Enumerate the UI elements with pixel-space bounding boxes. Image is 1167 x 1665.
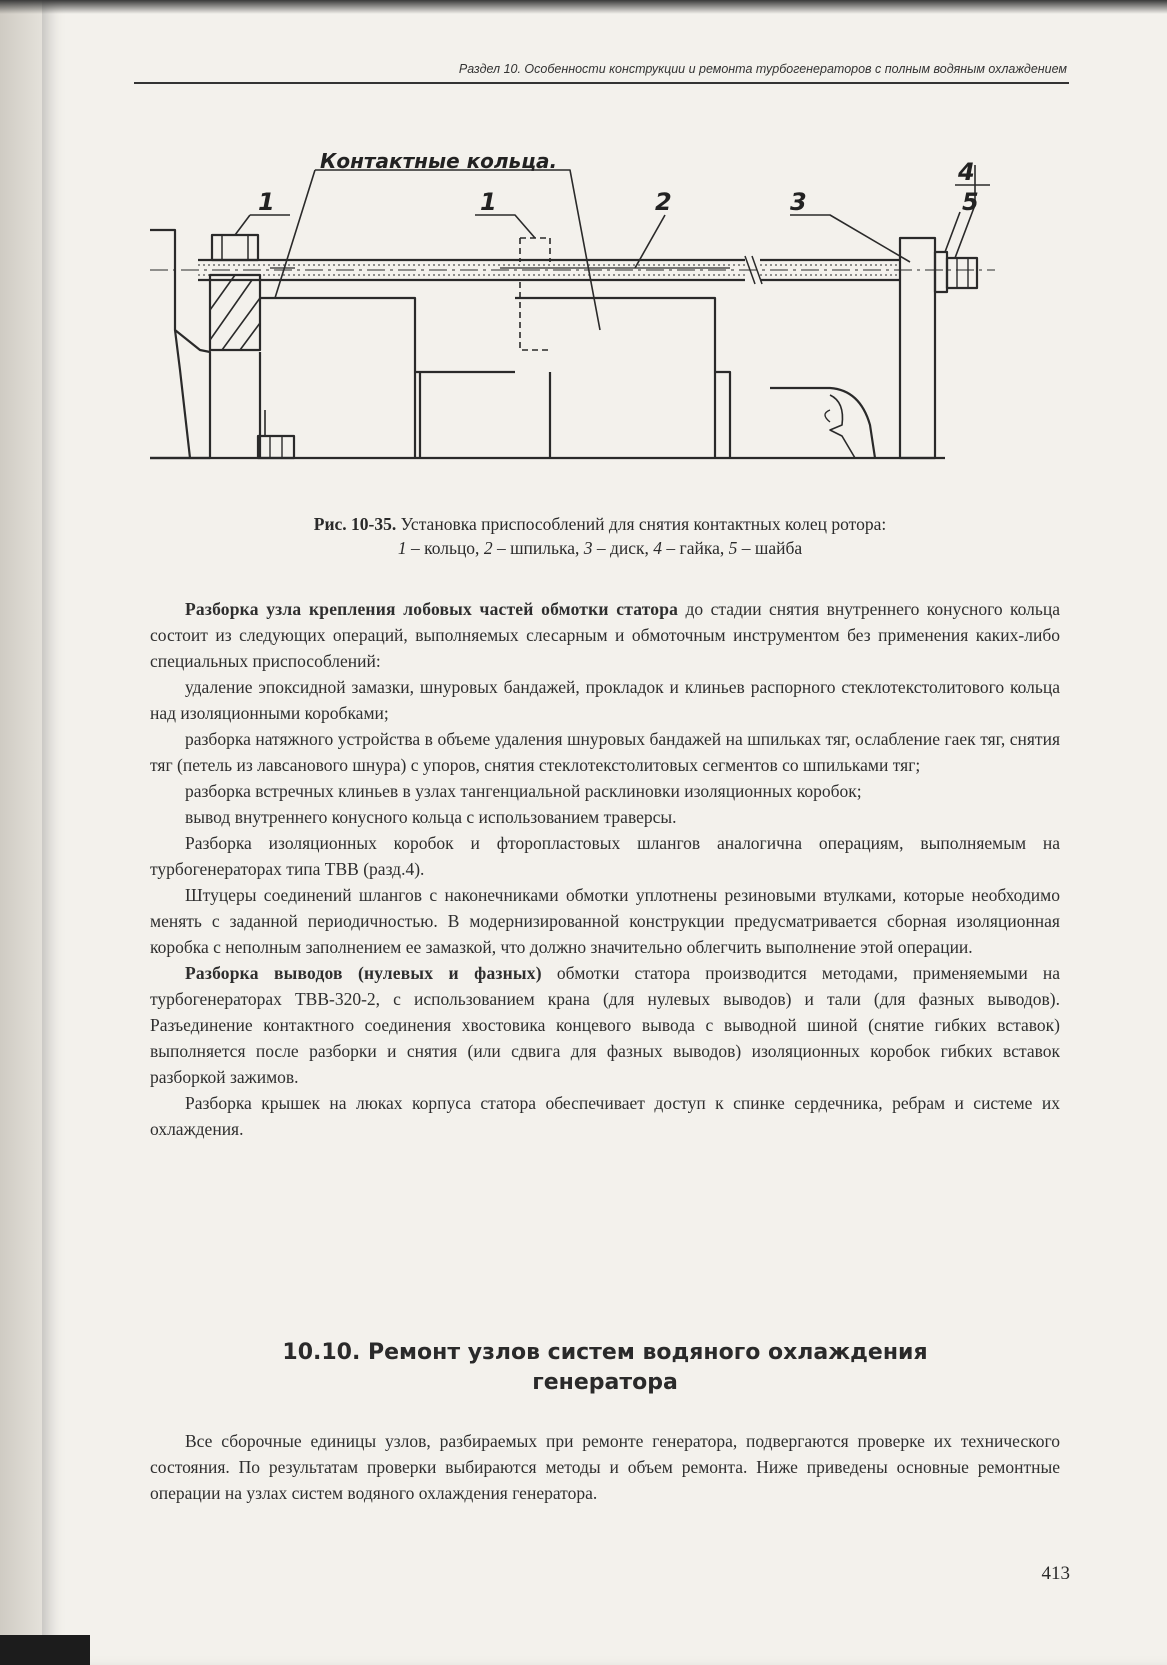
legend-num: 1 xyxy=(397,538,407,558)
section-heading-line-2: генератора xyxy=(532,1370,678,1395)
callout-1b: 1 xyxy=(480,188,497,216)
paragraph-text: до стадии снятия внутреннего конусного кольца состоит из следующих операций, выполняемых слесарным и обмоточным инструментом без применения каких-либо специальных приспособлений: xyxy=(150,599,1060,671)
running-header: Раздел 10. Особенности конструкции и ремонта турбогенераторов с полным водяным охлаждением xyxy=(458,62,1067,76)
paragraph xyxy=(150,804,1060,830)
section-heading xyxy=(150,1338,1060,1398)
legend-num: 4 xyxy=(653,538,663,558)
paragraph-text: разборка встречных клиньев в узлах тангенциальной расклиновки изоляционных коробок; xyxy=(185,781,862,801)
nut-4 xyxy=(947,258,977,288)
page-number: 413 xyxy=(1041,1563,1070,1584)
legend-text: – шайба xyxy=(741,538,803,558)
paragraph-bold-lead: Разборка выводов (нулевых и фазных) xyxy=(185,963,542,983)
ring-hatched-section xyxy=(210,275,260,350)
legend-num: 3 xyxy=(583,538,593,558)
nut-block-1 xyxy=(212,235,258,260)
paragraph-text: Разборка изоляционных коробок и фторопластовых шлангов аналогична операциям, выполняемым на турбогенераторах типа ТВВ (разд.4). xyxy=(150,833,1060,879)
leader-contact-rings xyxy=(275,170,600,330)
caption-legend xyxy=(150,536,1050,560)
legend-num: 5 xyxy=(728,538,738,558)
left-flange xyxy=(150,230,210,458)
scan-top-shadow xyxy=(0,0,1167,14)
washer-5 xyxy=(935,252,947,292)
paragraph-text: обмотки статора производится методами, применяемыми на турбогенераторах ТВВ-320-2, с использованием крана (для нулевых выводов) и тали (для фазных выводов). Разъединение контактного соединения хвостовика концевого вывода с выводной шиной (снятие гибких вставок) выполняется после разборки и снятия (или сдвига для фазных выводов) изоляционных коробок гибких вставок разборкой зажимов. xyxy=(150,963,1060,1087)
paragraph xyxy=(150,596,1060,674)
paragraph-text: удаление эпоксидной замазки, шнуровых бандажей, прокладок и клиньев распорного стеклотекстолитового кольца над изоляционными коробками; xyxy=(150,677,1060,723)
header-rule xyxy=(134,82,1069,84)
paragraph: Все сборочные единицы узлов, разбираемых при ремонте генератора, подвергаются проверке их технического состояния. По результатам проверки выбираются методы и объем ремонта. Ниже приведены основные ремонтные операции на узлах систем водяного охлаждения генератора. xyxy=(150,1431,1060,1503)
paragraph xyxy=(150,882,1060,960)
section-body-text xyxy=(150,1428,1060,1506)
bottom-nut xyxy=(258,436,294,458)
technical-drawing xyxy=(130,140,1070,495)
body-text xyxy=(150,596,1060,1142)
paragraph xyxy=(150,1090,1060,1142)
figure-caption xyxy=(150,512,1050,560)
paragraph-text: разборка натяжного устройства в объеме удаления шнуровых бандажей на шпильках тяг, ослабление гаек тяг, снятия тяг (петель из лавсанового шнура) с упоров, снятия стеклотекстолитовых сегментов со шпильками тяг; xyxy=(150,729,1060,775)
contact-ring-2 xyxy=(515,298,715,458)
figure-title-label: Контактные кольца. xyxy=(320,149,558,173)
figure-10-35 xyxy=(130,140,1070,495)
legend-text: – гайка, xyxy=(666,538,725,558)
caption-number: Рис. 10-35. xyxy=(313,514,397,534)
callout-4: 4 xyxy=(958,158,975,186)
paragraph-bold-lead: Разборка узла крепления лобовых частей обмотки статора xyxy=(185,599,679,619)
paragraph-text: Штуцеры соединений шлангов с наконечниками обмотки уплотнены резиновыми втулками, которые необходимо менять с заданной периодичностью. В модернизированной конструкции предусматривается сборная изоляционная коробка с неполным заполнением ее замазкой, что должно значительно облегчить выполнение этой операции. xyxy=(150,885,1060,957)
callout-2: 2 xyxy=(655,188,672,216)
legend-num: 2 xyxy=(483,538,493,558)
paragraph xyxy=(150,830,1060,882)
legend-text: – диск, xyxy=(596,538,649,558)
caption-line-1 xyxy=(150,512,1050,536)
paragraph xyxy=(150,960,1060,1090)
scan-corner-shadow xyxy=(0,1635,90,1665)
paragraph-text: Разборка крышек на люках корпуса статора обеспечивает доступ к спинке сердечника, ребрам и системе их охлаждения. xyxy=(150,1093,1060,1139)
legend-text: – шпилька, xyxy=(496,538,580,558)
left-flange-curve xyxy=(175,330,190,458)
legend-text: – кольцо, xyxy=(410,538,480,558)
paragraph xyxy=(150,778,1060,804)
curved-profile xyxy=(770,388,875,458)
hatch-lines xyxy=(210,275,260,350)
paragraph xyxy=(150,674,1060,726)
paragraph xyxy=(150,726,1060,778)
section-heading-line-1: 10.10. Ремонт узлов систем водяного охлаждения xyxy=(282,1340,928,1365)
callout-1a: 1 xyxy=(258,188,275,216)
page-gutter xyxy=(0,0,42,1665)
paragraph-text: вывод внутреннего конусного кольца с использованием траверсы. xyxy=(185,807,677,827)
callout-5: 5 xyxy=(962,188,979,216)
contact-ring-1 xyxy=(260,298,415,458)
disk-3 xyxy=(900,238,935,458)
caption-text: Установка приспособлений для снятия контактных колец ротора: xyxy=(400,514,887,534)
callout-3: 3 xyxy=(790,188,807,216)
